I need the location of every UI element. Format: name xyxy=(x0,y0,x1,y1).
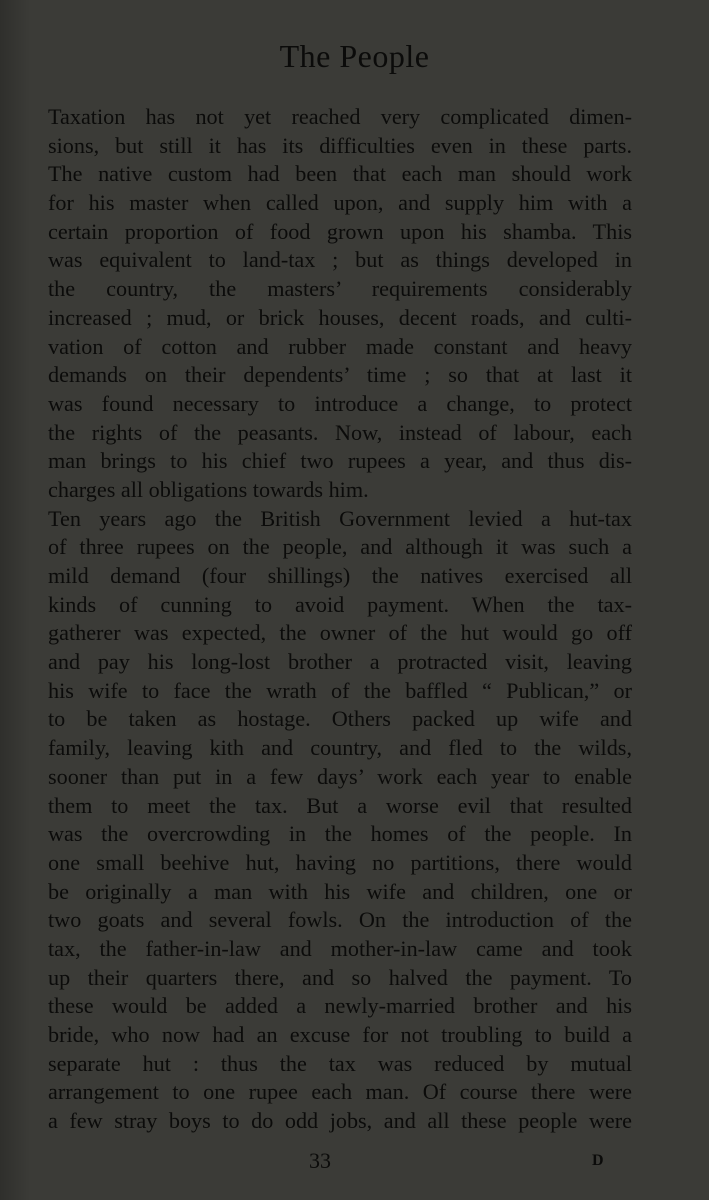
text-line: Taxation has not yet reached very complicated dimen- xyxy=(48,104,632,129)
body-text xyxy=(48,103,632,1136)
text-line: be originally a man with his wife and children, one or xyxy=(48,878,632,904)
text-line: arrangement to one rupee each man. Of course there were xyxy=(48,1079,632,1105)
text-line: sooner than put in a few days’ work each year to enable xyxy=(48,763,632,789)
text-line: charges all obligations towards him. xyxy=(48,476,369,502)
text-line: man brings to his chief two rupees a year, and thus dis- xyxy=(48,448,632,474)
text-line: of three rupees on the people, and although it was such a xyxy=(48,534,632,560)
text-line: the country, the masters’ requirements considerably xyxy=(48,276,632,302)
running-head: The People xyxy=(279,38,430,74)
text-line: to be taken as hostage. Others packed up wife and xyxy=(48,706,632,732)
text-line: was the overcrowding in the homes of the people. In xyxy=(48,821,632,847)
book-gutter-shadow xyxy=(0,0,30,1200)
text-line: the rights of the peasants. Now, instead of labour, each xyxy=(48,419,632,445)
text-line: Ten years ago the British Government levied a hut-tax xyxy=(48,505,632,531)
text-line: kinds of cunning to avoid payment. When the tax- xyxy=(48,591,632,617)
text-line: demands on their dependents’ time ; so that at last it xyxy=(48,362,632,388)
text-line: tax, the father-in-law and mother-in-law came and took xyxy=(48,935,632,961)
text-line: gatherer was expected, the owner of the hut would go off xyxy=(48,620,632,646)
text-line: for his master when called upon, and supply him with a xyxy=(48,190,632,216)
page-number: 33 xyxy=(309,1148,331,1173)
text-line: was found necessary to introduce a change, to protect xyxy=(48,390,632,416)
signature-mark: D xyxy=(592,1152,604,1169)
text-line: mild demand (four shillings) the natives exercised all xyxy=(48,563,632,588)
text-line: them to meet the tax. But a worse evil that resulted xyxy=(48,792,632,818)
text-line: two goats and several fowls. On the introduction of the xyxy=(48,907,632,933)
text-line: and pay his long-lost brother a protracted visit, leaving xyxy=(48,649,632,675)
paragraph-2 xyxy=(48,505,632,1136)
text-line: these would be added a newly-married brother and his xyxy=(48,993,632,1019)
paragraph-1 xyxy=(48,103,632,505)
text-line: increased ; mud, or brick houses, decent roads, and culti- xyxy=(48,304,632,330)
text-line: separate hut : thus the tax was reduced by mutual xyxy=(48,1050,632,1076)
text-line: vation of cotton and rubber made constant and heavy xyxy=(48,333,632,359)
text-line: sions, but still it has its difficulties even in these parts. xyxy=(48,132,632,158)
text-line: The native custom had been that each man should work xyxy=(48,161,632,187)
text-line: a few stray boys to do odd jobs, and all these people were xyxy=(48,1108,632,1134)
text-line: one small beehive hut, having no partitions, there would xyxy=(48,849,632,875)
text-line: bride, who now had an excuse for not troubling to build a xyxy=(48,1022,632,1047)
text-line: up their quarters there, and so halved the payment. To xyxy=(48,964,632,990)
text-line: family, leaving kith and country, and fled to the wilds, xyxy=(48,735,632,761)
text-line: his wife to face the wrath of the baffled “ Publican,” or xyxy=(48,677,632,703)
text-line: was equivalent to land-tax ; but as things developed in xyxy=(48,247,632,273)
text-line: certain proportion of food grown upon his shamba. This xyxy=(48,218,632,244)
